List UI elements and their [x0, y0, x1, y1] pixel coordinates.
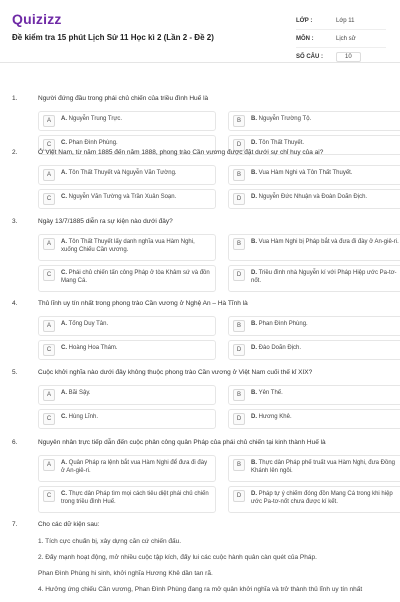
question-2	[12, 149, 388, 209]
question-text: Ở Việt Nam, từ năm 1885 đến năm 1888, phong trào Cần vương được đặt dưới sự chỉ huy của ai?	[38, 149, 324, 156]
option-letter: D	[233, 193, 245, 205]
question-text: Nguyên nhân trực tiếp dẫn đến cuộc phản công quân Pháp của phái chủ chiến tại kinh thành Huế là	[38, 439, 326, 446]
fact-list	[38, 538, 388, 593]
count-label: SỐ CÂU :	[296, 53, 323, 60]
option-letter: D	[233, 490, 245, 502]
count-value: 10	[336, 52, 361, 62]
question-text: Cho các dữ kiện sau:	[38, 521, 100, 528]
option-a[interactable]: A A. Tôn Thất Thuyết và Nguyễn Văn Tường.	[38, 165, 216, 185]
option-a[interactable]: A A. Quân Pháp ra lệnh bắt vua Hàm Nghi để đưa đi đày ở An-giê-ri.	[38, 455, 216, 482]
list-item: Phan Đình Phùng hi sinh, khởi nghĩa Hương Khê dần tan rã.	[38, 570, 213, 577]
option-letter: C	[43, 490, 55, 502]
class-value: Lớp 11	[336, 17, 355, 24]
question-text: Người đứng đầu trong phái chủ chiến của triều đình Huế là	[38, 95, 209, 102]
option-letter: A	[43, 169, 55, 181]
option-letter: D	[233, 269, 245, 281]
option-letter: C	[43, 193, 55, 205]
option-letter: C	[43, 413, 55, 425]
meta-class	[296, 12, 386, 30]
list-item: 2. Đẩy mạnh hoạt động, mở nhiều cuộc tập kích, đẩy lui các cuộc hành quân càn quét của Pháp.	[38, 554, 317, 561]
question-3	[12, 218, 399, 292]
option-letter: A	[43, 389, 55, 401]
question-number: 3.	[12, 218, 18, 225]
option-c[interactable]: C C. Phái chủ chiến tấn công Pháp ở tòa Khâm sứ và đồn Mang Cá.	[38, 265, 216, 292]
option-letter: A	[43, 320, 55, 332]
option-c[interactable]: C C. Nguyễn Văn Tường và Trần Xuân Soạn.	[38, 189, 216, 209]
question-5	[12, 369, 388, 429]
option-d[interactable]: D D. Đào Doãn Địch.	[228, 340, 400, 360]
option-letter: C	[43, 344, 55, 356]
option-b[interactable]: B B. Phan Đình Phùng.	[228, 316, 400, 336]
subject-label: MÔN :	[296, 35, 314, 42]
option-letter: C	[43, 139, 55, 151]
option-d[interactable]: D D. Nguyễn Đức Nhuận và Đoàn Doãn Địch.	[228, 189, 400, 209]
question-number: 2.	[12, 149, 18, 156]
option-d[interactable]: D D. Triều đình nhà Nguyễn kí với Pháp Hiệp ước Pa-tơ-nốt.	[228, 265, 400, 292]
question-text: Ngày 13/7/1885 diễn ra sự kiện nào dưới đây?	[38, 218, 173, 225]
option-letter: D	[233, 344, 245, 356]
option-b[interactable]: B B. Thực dân Pháp phế truất vua Hàm Nghi, đưa Đồng Khánh lên ngôi.	[228, 455, 400, 482]
option-letter: B	[233, 238, 245, 250]
question-text: Thủ lĩnh uy tín nhất trong phong trào Cần vương ở Nghệ An – Hà Tĩnh là	[38, 300, 248, 307]
class-label: LỚP :	[296, 17, 313, 24]
question-6	[12, 439, 396, 513]
option-a[interactable]: A A. Nguyễn Trung Trực.	[38, 111, 216, 131]
meta-count	[296, 48, 386, 65]
option-letter: B	[233, 389, 245, 401]
option-b[interactable]: B B. Nguyễn Trường Tộ.	[228, 111, 400, 131]
option-c[interactable]: C C. Hoàng Hoa Thám.	[38, 340, 216, 360]
header	[0, 0, 400, 62]
option-letter: D	[233, 139, 245, 151]
question-number: 7.	[12, 521, 18, 528]
question-number: 4.	[12, 300, 18, 307]
option-b[interactable]: B B. Yên Thế.	[228, 385, 400, 405]
option-letter: B	[233, 115, 245, 127]
option-letter: A	[43, 238, 55, 250]
option-a[interactable]: A A. Tôn Thất Thuyết lấy danh nghĩa vua Hàm Nghi, xuống Chiếu Cần vương.	[38, 234, 216, 261]
option-d[interactable]: D D. Hương Khê.	[228, 409, 400, 429]
page-title: Đề kiểm tra 15 phút Lịch Sử 11 Học kì 2 (Lần 2 - Đề 2)	[12, 33, 214, 42]
option-d[interactable]: D D. Pháp tự ý chiếm đóng đồn Mang Cá trong khi hiệp ước Pa-tơ-nốt chưa được kí kết.	[228, 486, 400, 513]
subject-value: Lịch sử	[336, 35, 356, 42]
question-number: 1.	[12, 95, 18, 102]
question-text: Cuộc khởi nghĩa nào dưới đây không thuộc phong trào Cần vương ở Việt Nam cuối thế kỉ XIX?	[38, 369, 313, 376]
option-d[interactable]: D D. Tôn Thất Thuyết.	[228, 135, 400, 155]
option-b[interactable]: B B. Vua Hàm Nghi bị Pháp bắt và đưa đi đày ở An-giê-ri.	[228, 234, 400, 261]
quizizz-logo[interactable]: Quizizz	[12, 11, 62, 27]
option-c[interactable]: C C. Thực dân Pháp tìm mọi cách tiêu diệt phái chủ chiến trong triều đình Huế.	[38, 486, 216, 513]
question-number: 6.	[12, 439, 18, 446]
option-a[interactable]: A A. Bãi Sậy.	[38, 385, 216, 405]
option-letter: A	[43, 459, 55, 471]
option-a[interactable]: A A. Tống Duy Tân.	[38, 316, 216, 336]
option-letter: A	[43, 115, 55, 127]
option-c[interactable]: C C. Phan Đình Phùng.	[38, 135, 216, 155]
option-letter: B	[233, 169, 245, 181]
option-letter: B	[233, 320, 245, 332]
list-item: 1. Tích cực chuẩn bị, xây dựng căn cứ chiến đấu.	[38, 538, 182, 545]
list-item: 4. Hưởng ứng chiếu Cần vương, Phan Đình Phùng đang ra mở quân khởi nghĩa và trở thành thủ lĩnh uy tín nhất	[38, 586, 363, 593]
meta-panel	[296, 12, 386, 65]
option-b[interactable]: B B. Vua Hàm Nghi và Tôn Thất Thuyết.	[228, 165, 400, 185]
option-letter: B	[233, 459, 245, 471]
option-c[interactable]: C C. Hùng Lĩnh.	[38, 409, 216, 429]
option-letter: C	[43, 269, 55, 281]
meta-subject	[296, 30, 386, 48]
question-1	[12, 95, 388, 155]
question-number: 5.	[12, 369, 18, 376]
option-letter: D	[233, 413, 245, 425]
question-7	[12, 521, 388, 602]
question-4	[12, 300, 388, 360]
